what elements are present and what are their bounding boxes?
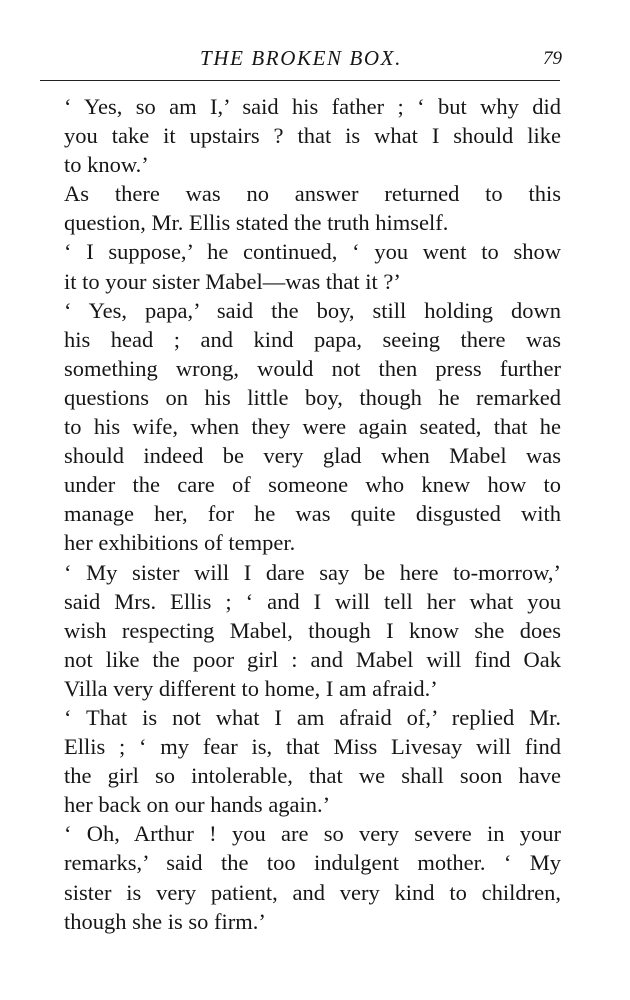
paragraph <box>40 558 561 703</box>
header-rule <box>40 80 560 81</box>
text-line: ‘ I suppose,’ he continued, ‘ you went to show <box>64 239 561 265</box>
text-line: not like the poor girl : and Mabel will find Oak <box>64 646 561 672</box>
page-number: 79 <box>543 48 562 69</box>
text-line: sister is very patient, and very kind to children, <box>64 879 561 905</box>
text-line: questions on his little boy, though he remarked <box>64 384 561 410</box>
text-line: her exhibitions of temper. <box>64 530 296 556</box>
text-line: remarks,’ said the too indulgent mother. ‘ My <box>64 850 561 876</box>
text-line: her back on our hands again.’ <box>64 792 331 818</box>
text-line: though she is so firm.’ <box>64 908 266 934</box>
text-line: something wrong, would not then press further <box>64 355 561 381</box>
text-line: should indeed be very glad when Mabel was <box>64 443 561 469</box>
text-line: wish respecting Mabel, though I know she does <box>64 617 561 643</box>
text-line: ‘ Oh, Arthur ! you are so very severe in your <box>64 821 561 847</box>
text-line: manage her, for he was quite disgusted with <box>64 501 561 527</box>
text-line: ‘ My sister will I dare say be here to-morrow,’ <box>64 559 561 585</box>
text-line: Villa very different to home, I am afraid.’ <box>64 675 438 701</box>
running-title: THE BROKEN BOX. <box>200 46 402 70</box>
text-line: ‘ Yes, papa,’ said the boy, still holding down <box>64 297 561 323</box>
text-line: question, Mr. Ellis stated the truth himself. <box>64 210 449 236</box>
text-line: it to your sister Mabel—was that it ?’ <box>64 268 401 294</box>
text-line: you take it upstairs ? that is what I should like <box>64 123 561 149</box>
text-line: to his wife, when they were again seated, that he <box>64 414 561 440</box>
body-text <box>40 92 561 936</box>
running-head <box>40 46 562 74</box>
paragraph <box>40 819 561 935</box>
paragraph <box>40 179 561 237</box>
paragraph <box>40 237 561 295</box>
text-line: ‘ That is not what I am afraid of,’ replied Mr. <box>64 704 561 730</box>
text-line: under the care of someone who knew how to <box>64 472 561 498</box>
text-line: As there was no answer returned to this <box>64 181 561 207</box>
paragraph <box>40 92 561 179</box>
text-line: to know.’ <box>64 152 149 178</box>
text-line: Ellis ; ‘ my fear is, that Miss Livesay will find <box>64 734 561 760</box>
paragraph <box>40 296 561 558</box>
text-line: ‘ Yes, so am I,’ said his father ; ‘ but why did <box>64 94 561 119</box>
text-line: said Mrs. Ellis ; ‘ and I will tell her what you <box>64 588 561 614</box>
paragraph <box>40 703 561 819</box>
text-line: his head ; and kind papa, seeing there was <box>64 326 561 352</box>
text-line: the girl so intolerable, that we shall soon have <box>64 763 561 789</box>
